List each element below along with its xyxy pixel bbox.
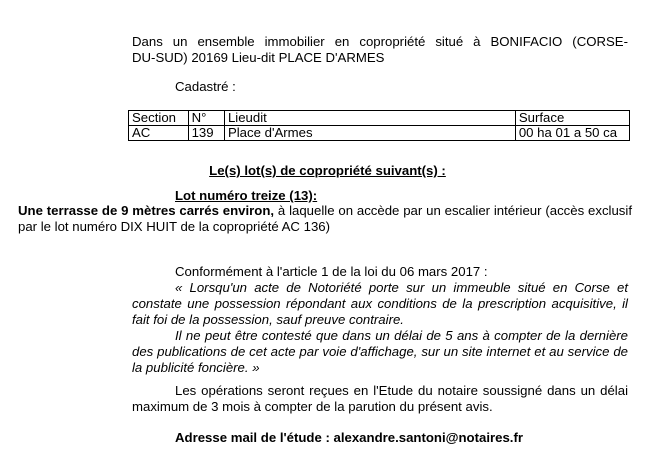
cell-section: AC [129,126,189,141]
operations-line-1: Les opérations seront reçues en l'Etude du notaire soussigné dans un délai [175,383,628,398]
quote-paragraph-2: Il ne peut être contesté que dans un délai de 5 ans à compter de la dernière des publications de cet acte par voie d'affichage, sur un site internet et au service de la publicité foncière. » [132,328,628,375]
lot-description-rest: à laquelle on accède par un escalier intérieur (accès exclusif par le lot numéro DIX HUIT de la copropriété AC 136) [18,203,632,234]
intro-line-2: DU-SUD) 20169 Lieu-dit PLACE D'ARMES [132,50,385,65]
cell-surface: 00 ha 01 a 50 ca [515,126,629,141]
office-email: Adresse mail de l'étude : alexandre.santoni@notaires.fr [175,430,523,445]
lot-title: Lot numéro treize (13): [175,188,318,203]
quote-paragraph-1: « Lorsqu'un acte de Notoriété porte sur un immeuble situé en Corse et constate une possession répondant aux conditions de la prescription acquisitive, il fait foi de la possession, sauf preuve contraire. [132,280,628,327]
cadastre-data-row [129,126,630,141]
lot-description-bold: Une terrasse de 9 mètres carrés environ, [18,203,275,218]
cell-number: 139 [188,126,224,141]
operations-line-2: maximum de 3 mois à compter de la parution du présent avis. [132,399,493,414]
legal-reference: Conformément à l'article 1 de la loi du 06 mars 2017 : [175,264,488,279]
intro-line-1: Dans un ensemble immobilier en copropriété situé à BONIFACIO (CORSE- [132,34,628,49]
cadastre-label: Cadastré : [175,79,236,94]
cadastre-header-row [129,111,630,126]
cadastre-table [128,110,630,141]
legal-quote [132,280,628,376]
operations-paragraph [132,383,628,415]
header-number: N° [188,111,224,126]
header-lieudit: Lieudit [224,111,515,126]
header-surface: Surface [515,111,629,126]
header-section: Section [129,111,189,126]
lots-title: Le(s) lot(s) de copropriété suivant(s) : [209,163,446,178]
lot-description [18,203,632,235]
cell-lieudit: Place d'Armes [224,126,515,141]
